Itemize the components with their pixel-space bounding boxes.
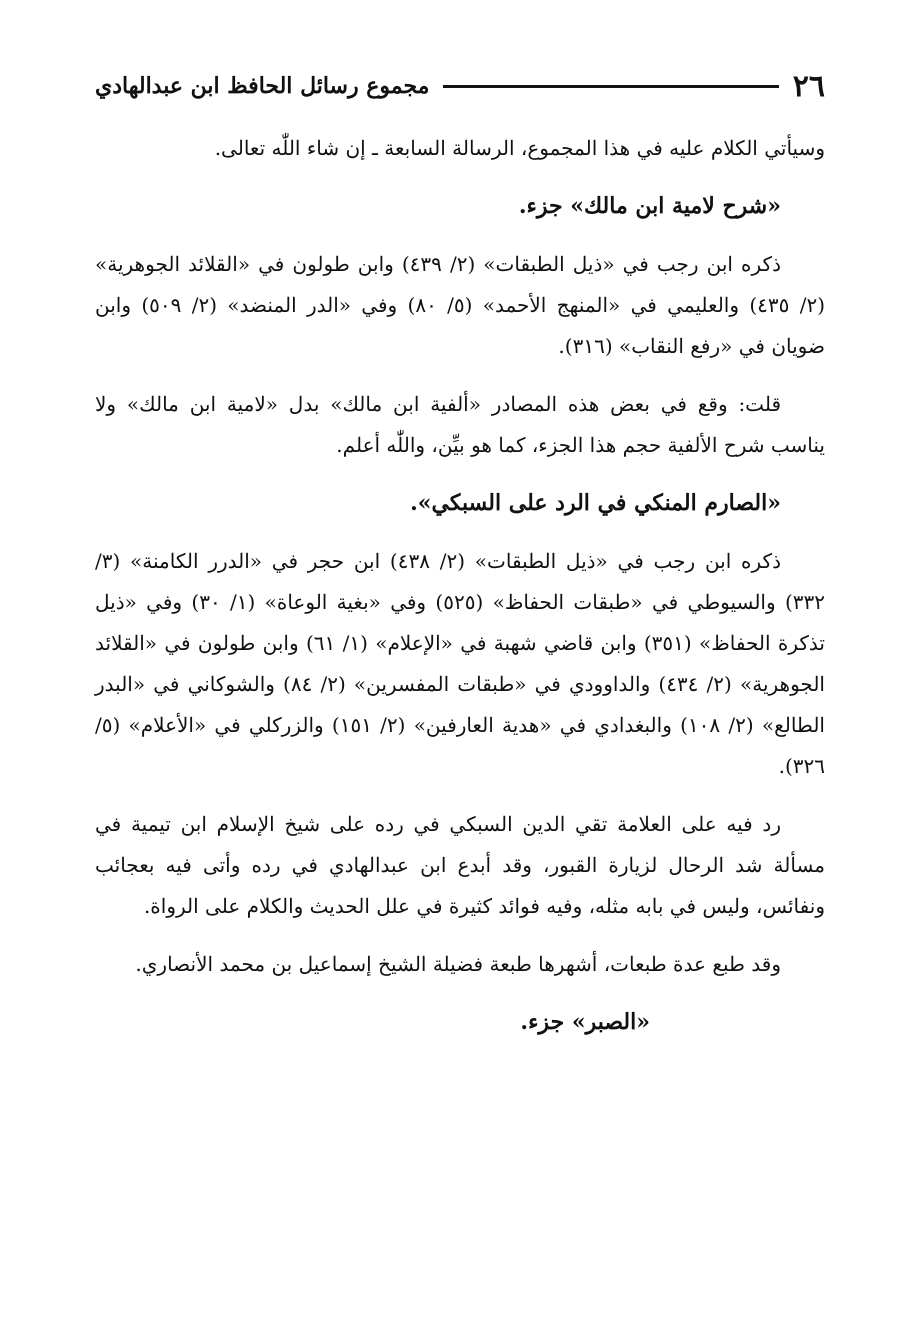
- page-header: [95, 62, 825, 110]
- paragraph-continuation: وسيأتي الكلام عليه في هذا المجموع، الرسالة السابعة ـ إن شاء اللّٰه تعالى.: [214, 136, 825, 160]
- body-text: [95, 128, 825, 1060]
- paragraph-description-sarim: رد فيه على العلامة تقي الدين السبكي في رده على شيخ الإسلام ابن تيمية في مسألة شد الرحال لزيارة القبور، وقد أبدع ابن عبدالهادي في رده وأتى فيه بعجائب ونفائس، وليس في بابه مثله، وفيه فوائد كثيرة في علل الحديث والكلام على الرواة.: [95, 812, 825, 918]
- paragraph-editions: وقد طبع عدة طبعات، أشهرها طبعة فضيلة الشيخ إسماعيل بن محمد الأنصاري.: [135, 952, 781, 976]
- paragraph-note: قلت: وقع في بعض هذه المصادر «ألفية ابن مالك» بدل «لامية ابن مالك» ولا يناسب شرح الألفية حجم هذا الجزء، كما هو بيِّن، واللّٰه أعلم.: [95, 392, 825, 457]
- entry-title-sarim: «الصارم المنكي في الرد على السبكي».: [410, 490, 781, 516]
- paragraph-sources-sarim: ذكره ابن رجب في «ذيل الطبقات» (٢/ ٤٣٨) ابن حجر في «الدرر الكامنة» (٣/ ٣٣٢) والسيوطي في «طبقات الحفاظ» (٥٢٥) وفي «بغية الوعاة» (١/ ٣٠) وفي «ذيل تذكرة الحفاظ» (٣٥١) وابن قاضي شهبة في «الإعلام» (١/ ٦١) وابن طولون في «القلائد الجوهرية» (٢/ ٤٣٤) والداوودي في «طبقات المفسرين» (٢/ ٨٤) والشوكاني في «البدر الطالع» (٢/ ١٠٨) والبغدادي في «هدية العارفين» (٢/ ١٥١) والزركلي في «الأعلام» (٥/ ٣٢٦).: [95, 549, 825, 778]
- entry-title-sabr: «الصبر» جزء.: [520, 1009, 650, 1035]
- running-title: مجموع رسائل الحافظ ابن عبدالهادي: [95, 73, 430, 99]
- paragraph-sources-lamiyya: ذكره ابن رجب في «ذيل الطبقات» (٢/ ٤٣٩) وابن طولون في «القلائد الجوهرية» (٢/ ٤٣٥) والعليمي في «المنهج الأحمد» (٥/ ٨٠) وفي «الدر المنضد» (٢/ ٥٠٩) وابن ضويان في «رفع النقاب» (٣١٦).: [95, 252, 825, 358]
- header-rule: [443, 85, 778, 88]
- entry-title-lamiyya: «شرح لامية ابن مالك» جزء.: [518, 193, 781, 219]
- page-number: ٢٦: [792, 68, 825, 104]
